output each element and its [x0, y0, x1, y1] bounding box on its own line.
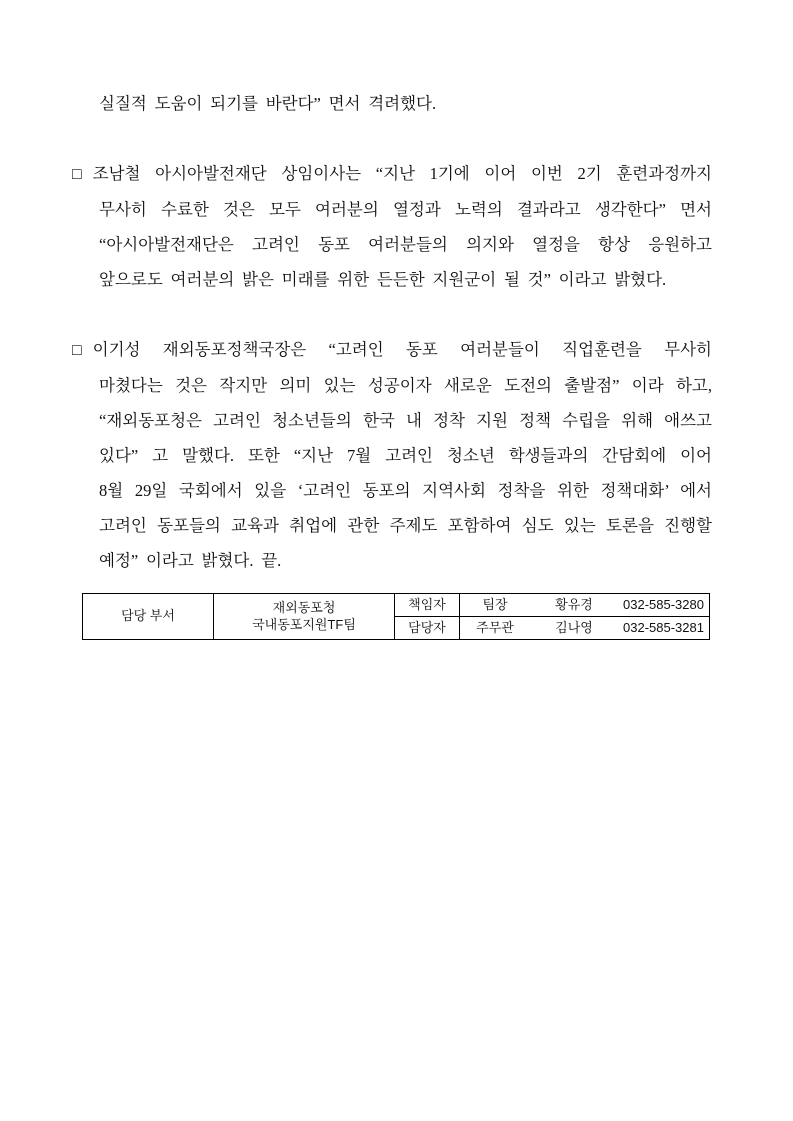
dept-name-cell: [214, 594, 395, 640]
paragraph-line-text: 조남철 아시아발전재단 상임이사는 “지난 1기에 이어 이번 2기 훈련과정까지: [92, 164, 712, 183]
paragraph: [72, 86, 712, 121]
paragraph-line: [72, 156, 712, 192]
contact-phone: 032-585-3281: [623, 619, 704, 635]
paragraph-line: 있다” 고 말했다. 또한 “지난 7월 고려인 청소년 학생들과의 간담회에 이어: [99, 446, 712, 465]
contact-name: 김나영: [555, 619, 593, 635]
contact-title: 주무관: [476, 619, 514, 635]
table-row: [83, 594, 710, 617]
paragraph: [72, 332, 712, 578]
paragraph-line: “아시아발전재단은 고려인 동포 여러분들의 의지와 열정을 항상 응원하고: [99, 235, 712, 254]
contact-cell: [460, 617, 710, 640]
dept-label-cell: 담당 부서: [83, 594, 214, 640]
square-bullet-icon: □: [72, 166, 82, 183]
paragraph-line-text: 이기성 재외동포정책국장은 “고려인 동포 여러분들이 직업훈련을 무사히: [92, 340, 712, 359]
paragraph: [72, 156, 712, 297]
role-cell: 책임자: [395, 594, 460, 617]
paragraph-line: 예정” 이라고 밝혔다. 끝.: [99, 551, 282, 570]
contact-table: [82, 593, 710, 640]
paragraph-line: 마쳤다는 것은 작지만 의미 있는 성공이자 새로운 도전의 출발점” 이라 하고,: [99, 376, 712, 395]
paragraph-line: “재외동포청은 고려인 청소년들의 한국 내 정착 지원 정책 수립을 위해 애쓰고: [99, 411, 712, 430]
body-text: [72, 86, 712, 578]
paragraph-line: [72, 332, 712, 368]
contact-name: 황유경: [555, 596, 593, 612]
paragraph-line: 고려인 동포들의 교육과 취업에 관한 주제도 포함하여 심도 있는 토론을 진행할: [99, 516, 712, 535]
contact-title: 팀장: [482, 596, 508, 612]
paragraph-line: 앞으로도 여러분의 밝은 미래를 위한 든든한 지원군이 될 것” 이라고 밝혔다.: [99, 270, 667, 289]
dept-name-line: 재외동포청: [272, 600, 336, 616]
square-bullet-icon: □: [72, 342, 82, 359]
contact-phone: 032-585-3280: [623, 596, 704, 612]
dept-name-line: 국내동포지원TF팀: [252, 616, 356, 632]
role-cell: 담당자: [395, 617, 460, 640]
paragraph-line: 실질적 도움이 되기를 바란다” 면서 격려했다.: [99, 94, 437, 113]
paragraph-line: 무사히 수료한 것은 모두 여러분의 열정과 노력의 결과라고 생각한다” 면서: [99, 200, 712, 219]
contact-cell: [460, 594, 710, 617]
paragraph-line: 8월 29일 국회에서 있을 ‘고려인 동포의 지역사회 정착을 위한 정책대화’ 에서: [99, 481, 712, 500]
